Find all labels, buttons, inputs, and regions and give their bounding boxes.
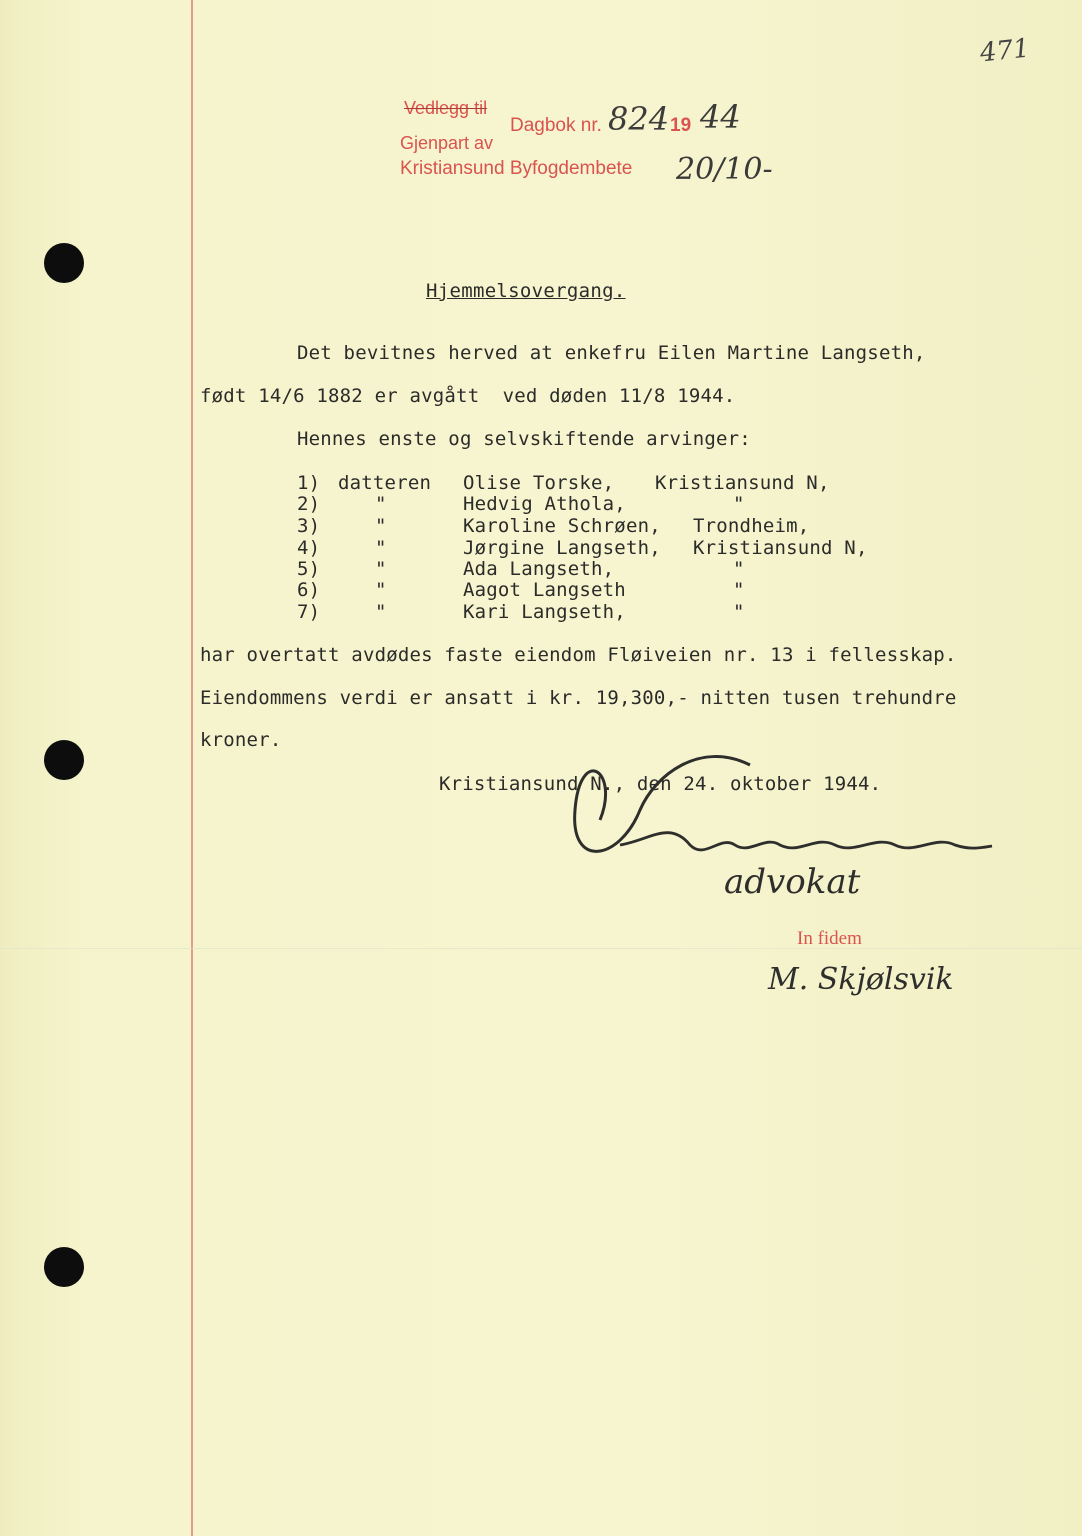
heir-name: Jørgine Langseth, [463,537,661,559]
para2-line3: kroner. [200,729,282,751]
in-fidem-signature: M. Skjølsvik [768,962,954,997]
faint-rule [0,948,1082,949]
para2-line1: har overtatt avdødes faste eiendom Fløiveien nr. 13 i fellesskap. [200,644,957,666]
document-title: Hjemmelsovergang. [426,280,626,302]
heir-name: Karoline Schrøen, [463,515,661,537]
stamp-year-prefix: 19 [670,115,692,136]
heir-relation: " [375,579,387,601]
stamp-court: Kristiansund Byfogdembete [400,158,633,179]
stamp-gjenpart: Gjenpart av [400,133,494,153]
heir-number: 7) [297,601,321,623]
page-number: 471 [978,33,1032,69]
punch-hole-bottom [44,1247,84,1287]
heir-place: " [733,579,745,601]
punch-hole-middle [44,740,84,780]
heirs-intro: Hennes enste og selvskiftende arvinger: [297,428,751,450]
stamp-year-suffix: 44 [700,98,741,136]
stamp-dagbok-number: 824 [608,100,670,138]
signature-title: advokat [724,862,861,902]
heir-number: 4) [297,537,321,559]
heir-number: 1) [297,472,321,494]
heir-relation: " [375,515,387,537]
para1-line1: Det bevitnes herved at enkefru Eilen Martine Langseth, [297,342,926,364]
heir-place: Trondheim, [693,515,810,537]
stamp-date: 20/10- [676,152,773,187]
heir-place: " [733,493,745,515]
heir-name: Kari Langseth, [463,601,626,623]
heir-name: Ada Langseth, [463,558,615,580]
heir-name: Hedvig Athola, [463,493,626,515]
stamp-vedlegg: Vedlegg til [404,98,488,118]
heir-name: Aagot Langseth [463,579,626,601]
margin-line [191,0,193,1536]
heir-number: 3) [297,515,321,537]
heir-relation: " [375,537,387,559]
in-fidem-label: In fidem [797,928,862,949]
heir-place: " [733,558,745,580]
heir-place: " [733,601,745,623]
heir-place: Kristiansund N, [655,472,830,494]
heir-relation: datteren [338,472,432,494]
heir-relation: " [375,558,387,580]
para2-line2: Eiendommens verdi er ansatt i kr. 19,300,- nitten tusen trehundre [200,687,957,709]
heir-number: 5) [297,558,321,580]
heir-number: 6) [297,579,321,601]
heir-relation: " [375,493,387,515]
stamp-dagbok-label: Dagbok nr. [510,115,602,136]
heir-name: Olise Torske, [463,472,615,494]
heir-relation: " [375,601,387,623]
heir-place: Kristiansund N, [693,537,868,559]
para1-line2: født 14/6 1882 er avgått ved døden 11/8 1944. [200,385,736,407]
place-date: Kristiansund N., den 24. oktober 1944. [439,773,882,795]
punch-hole-top [44,243,84,283]
heir-number: 2) [297,493,321,515]
